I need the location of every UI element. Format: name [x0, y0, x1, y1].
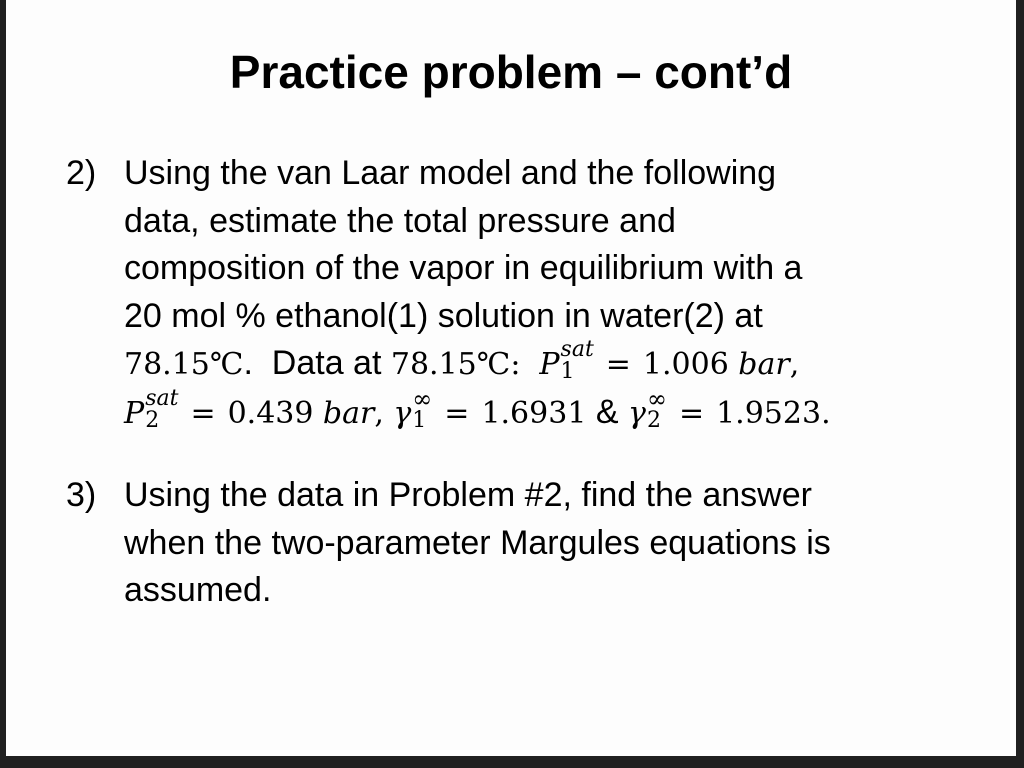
problem-line: 20 mol % ethanol(1) solution in water(2) at [124, 296, 763, 335]
problem-line: Using the data in Problem #2, find the answer [124, 476, 812, 514]
p1-sat-value: 1.006 [642, 347, 729, 382]
problem-line: data, estimate the total pressure and [124, 201, 676, 240]
bar-unit: bar [738, 347, 790, 382]
equals-sign: = [605, 347, 631, 382]
infinity-superscript: ∞ [412, 384, 433, 413]
temperature-colon-value: 78.15℃: [390, 347, 521, 382]
problem-line: Using the van Laar model and the following [124, 154, 777, 192]
p1-sat-symbol: P sat 1 [539, 337, 594, 385]
problem-line-data-2 [124, 384, 964, 438]
gamma2-inf-symbol: γ ∞ 2 [628, 384, 667, 433]
comma: , [789, 347, 800, 382]
slide [6, 0, 1016, 756]
subscript-2: 2 [646, 407, 661, 433]
problem-line-data [124, 337, 964, 389]
gamma1-inf-symbol: γ ∞ 1 [393, 384, 433, 433]
p2-sat-value: 0.439 [227, 395, 314, 431]
problem-line: composition of the vapor in equilibrium with a [124, 249, 803, 287]
equals-sign: = [678, 395, 705, 431]
problem-text [124, 472, 964, 615]
gamma2-inf-value: 1.9523. [716, 395, 831, 431]
problem-line: when the two-parameter Margules equations is [124, 523, 831, 562]
equals-sign: = [190, 395, 216, 431]
problem-line: assumed. [124, 571, 272, 609]
equals-sign: = [444, 395, 470, 431]
temperature-value: 78.15℃ [124, 347, 244, 382]
comma: , [374, 395, 384, 431]
problem-text [124, 150, 964, 437]
problem-number: 3) [66, 476, 97, 514]
subscript-1: 1 [412, 407, 427, 433]
subscript-2: 2 [145, 407, 160, 433]
gamma1-inf-value: 1.6931 [481, 395, 587, 431]
problem-number: 2) [66, 154, 97, 192]
ampersand: & [595, 392, 619, 431]
data-at-label: Data at [271, 344, 382, 382]
p2-sat-symbol: P sat 2 [124, 385, 179, 433]
bar-unit: bar [322, 395, 375, 431]
subscript-1: 1 [560, 359, 575, 385]
slide-title: Practice problem – cont’d [229, 46, 793, 98]
period-text: . [243, 344, 272, 382]
sat-superscript: sat [560, 337, 594, 363]
infinity-superscript: ∞ [646, 384, 667, 413]
sat-superscript: sat [145, 385, 179, 411]
